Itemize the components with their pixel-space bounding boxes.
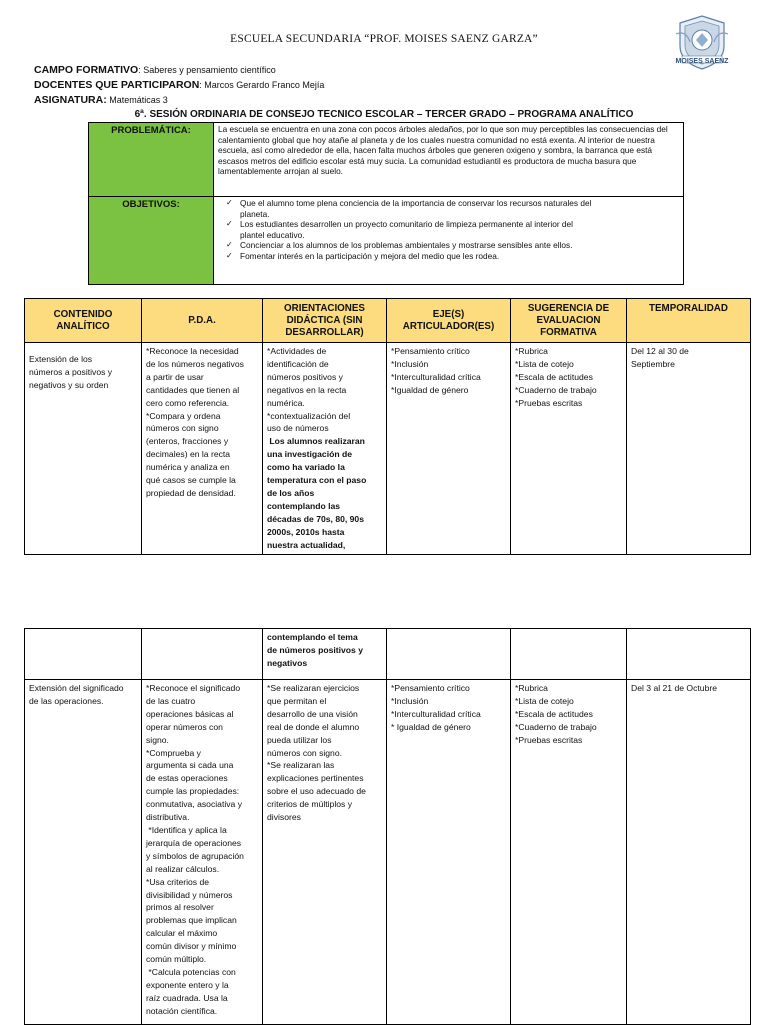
table-row [25,680,751,1025]
docentes-label: DOCENTES QUE PARTICIPARON [34,79,200,91]
objective-line: plantel educativo. [240,229,305,240]
objective-item [240,251,679,262]
cell-ejes [387,629,511,680]
cell-orientaciones: *Actividades de identificación de números positivos y negativos en la recta numérica. *contextualización del uso de números Los alumnos realizaran una investigación de como ha variado la temperatura con el paso de los años contemplando las décadas de 70s, 80, 90s 2000s, 2010s hasta nuestra actualidad, [263,343,387,555]
table-header-row [25,299,751,343]
docentes-value: : Marcos Gerardo Franco Mejía [199,80,325,90]
objective-line: ✓ Los estudiantes desarrollen un proyecto comunitario de limpieza permanente al interior del [240,219,573,230]
objective-line: ✓ Que el alumno tome plena conciencia de la importancia de conservar los recursos naturales del [240,198,592,208]
program-table [24,298,751,555]
campo-value: : Saberes y pensamiento científico [138,65,276,75]
campo-formativo [34,63,276,77]
problematica-line: está exenta. Al interior de nuestra escuela, así como alrededor de ella, hacen falta muchos árboles que [218,134,655,156]
logo-caption: MOISES SAENZ [675,58,729,65]
problematica-line: consecuencias del calentamiento global que hoy atañe al planeta y de los cuales nuestra comunidad no [218,124,668,145]
objetivos-list [214,197,684,285]
campo-label: CAMPO FORMATIVO [34,64,139,76]
asignatura [34,93,168,107]
cell-orientaciones: *Se realizaran ejercicios que permitan el desarrollo de una visión real de donde el alumno pueda utilizar los números con signo. *Se realizaran las explicaciones pertinentes sobre el uso adecuado de criterios de múltiplos y divisores [263,680,387,1025]
objective-item [240,198,679,219]
cell-temporalidad [627,629,751,680]
problematica-line: generen oxigeno y sombra, la barranca que está escasos metros del edificio escolar está muy sucia. [218,145,653,166]
table-row [25,629,751,680]
objective-item [240,219,679,240]
objective-item [240,240,679,251]
asignatura-label: ASIGNATURA: [34,94,107,106]
school-title: ESCUELA SECUNDARIA “PROF. MOISES SAENZ GARZA” [230,33,538,45]
header-pda: P.D.A. [142,299,263,343]
cell-evaluacion: *Rubrica *Lista de cotejo *Escala de actitudes *Cuaderno de trabajo *Pruebas escritas [511,680,627,1025]
docentes [34,78,324,92]
table-row [25,343,751,555]
cell-ejes: *Pensamiento crítico *Inclusión *Interculturalidad crítica *Igualdad de género [387,343,511,555]
problematica-label: PROBLEMÁTICA: [89,123,214,197]
cell-temporalidad: Del 12 al 30 de Septiembre [627,343,751,555]
header-ejes: EJE(S) ARTICULADOR(ES) [387,299,511,343]
cell-evaluacion [511,629,627,680]
header-temporalidad: TEMPORALIDAD [627,299,751,343]
cell-orientaciones: contemplando el tema de números positivos y negativos [263,629,387,680]
objective-line: ✓ Concienciar a los alumnos de los problemas ambientales y mostrarse sensibles ante ellos. [240,240,573,251]
cell-contenido: Extensión de los números a positivos y negativos y su orden [25,343,142,555]
problematica-text [214,123,684,197]
header-evaluacion: SUGERENCIA DE EVALUACION FORMATIVA [511,299,627,343]
cell-temporalidad: Del 3 al 21 de Octubre [627,680,751,1025]
objective-line: planeta. [240,208,270,219]
cell-evaluacion: *Rubrica *Lista de cotejo *Escala de actitudes *Cuaderno de trabajo *Pruebas escritas [511,343,627,555]
objective-line: ✓ Fomentar interés en la participación y mejora del medio que les rodea. [240,250,500,261]
program-table-continued [24,628,751,1025]
problem-objectives-table [88,122,684,285]
problematica-line: La comunidad estudiantil es productora de mucha basura que lamentablemente arrojan al suelo. [218,155,637,177]
header-contenido: CONTENIDO ANALÍTICO [25,299,142,343]
cell-pda: *Reconoce la necesidad de los números negativos a partir de usar cantidades que tienen al cero como referencia. *Compara y ordena números con signo (enteros, fracciones y decimales) en la recta numérica y analiza en qué casos se cumple la propiedad de densidad. [142,343,263,555]
cell-contenido [25,629,142,680]
asignatura-value: Matemáticas 3 [106,95,168,105]
header-orientaciones: ORIENTACIONES DIDÁCTICA (SIN DESARROLLAR) [263,299,387,343]
cell-ejes: *Pensamiento crítico *Inclusión *Interculturalidad crítica * Igualdad de género [387,680,511,1025]
session-title: 6ª. SESIÓN ORDINARIA DE CONSEJO TECNICO ESCOLAR – TERCER GRADO – PROGRAMA ANALÍTICO [134,109,634,120]
cell-contenido: Extensión del significado de las operaciones. [25,680,142,1025]
problematica-line: La escuela se encuentra en una zona con pocos árboles aledaños, por lo que son muy perceptibles las [218,124,598,134]
cell-pda: *Reconoce el significado de las cuatro operaciones básicas al operar números con signo. *Comprueba y argumenta si cada una de estas operaciones cumple las propiedades: conmutativa, asociativa y distributiva. *Identifica y aplica la jerarquía de operaciones y símbolos de agrupación al realizar cálculos. *Usa criterios de divisibilidad y números primos al resolver problemas que implican calcular el máximo común divisor y mínimo común múltiplo. *Calcula potencias con exponente entero y la raíz cuadrada. Usa la notación científica. [142,680,263,1025]
objetivos-label: OBJETIVOS: [89,197,214,285]
cell-pda [142,629,263,680]
